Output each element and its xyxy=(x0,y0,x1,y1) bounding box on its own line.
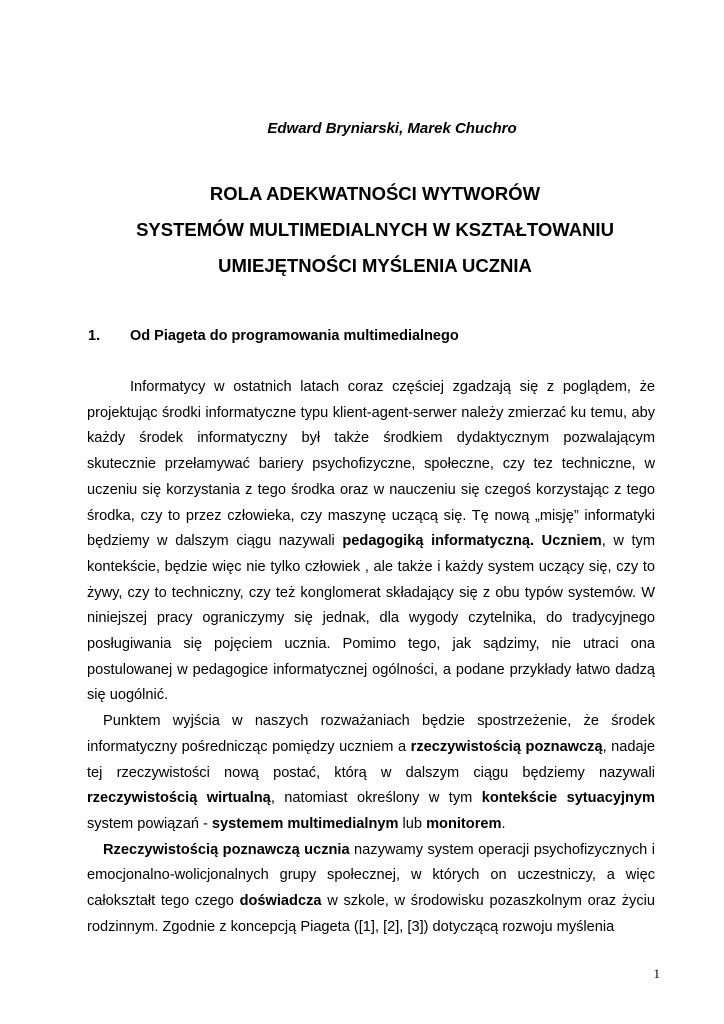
body-text xyxy=(87,375,655,940)
text-run: , w tym kontekście, będzie więc nie tylko człowiek , ale także i każdy system uczący się, czy to żywy, czy to techniczny, czy też konglomerat składający się z obu typów systemów. W niniejszej pracy ograniczymy się jednak, dla wygody czytelnika, do tradycyjnego posługiwania się pojęciem ucznia. Pomimo tego, jak sądzimy, nie utraci ona postulowanej w pedagogice informatycznej ogólności, a podane przykłady łatwo dadzą się uogólnić. xyxy=(87,533,655,704)
text-run: . xyxy=(501,815,506,832)
bold-term: pedagogiką informatyczną. xyxy=(342,533,535,550)
text-run: w szkole, w środowisku pozaszkolnym oraz życiu rodzinnym. Zgodnie z koncepcją Piageta ([1], [2], [3]) dotyczącą rozwoju myślenia xyxy=(87,893,655,935)
paragraph xyxy=(87,375,655,709)
bold-term: kontekście sytuacyjnym xyxy=(481,790,655,807)
text-run xyxy=(534,533,542,549)
text-run: lub xyxy=(398,815,427,832)
document-title xyxy=(0,176,724,284)
section-title: Od Piageta do programowania multimedialnego xyxy=(130,328,459,344)
bold-term: Uczniem xyxy=(541,533,602,550)
text-run: system powiązań - xyxy=(87,815,212,832)
title-line: UMIEJĘTNOŚCI MYŚLENIA UCZNIA xyxy=(218,255,532,276)
bold-term: monitorem xyxy=(426,815,502,832)
page-number: 1 xyxy=(653,966,660,981)
title-line: ROLA ADEKWATNOŚCI WYTWORÓW xyxy=(209,183,541,204)
paragraph xyxy=(87,709,655,838)
bold-term: doświadcza xyxy=(239,893,322,910)
section-number: 1. xyxy=(88,328,101,344)
bold-term: systemem multimedialnym xyxy=(211,815,399,832)
text-run: Punktem wyjścia w naszych rozważaniach będzie spostrzeżenie, że środek informatyczny pośrednicząc pomiędzy uczniem a xyxy=(87,713,655,755)
text-run: , nadaje tej rzeczywistości nową postać, którą w dalszym ciągu będziemy nazywali xyxy=(87,738,655,781)
bold-term: rzeczywistością poznawczą xyxy=(410,738,603,755)
bold-term: rzeczywistością wirtualną xyxy=(87,790,271,807)
text-run: , natomiast określony w tym xyxy=(270,790,482,807)
section-heading xyxy=(88,326,648,346)
text-run: nazywamy system operacji psychofizycznych i emocjonalno-wolicjonalnych grupy społecznej, w których on uczestniczy, a więc całokształt tego czego xyxy=(87,841,655,910)
text-run: Informatycy w ostatnich latach coraz częściej zgadzają się z poglądem, że projektując środki informatyczne typu klient-agent-serwer należy zmierzać ku temu, aby każdy środek informatyczny był także środkiem dydaktycznym pozwalającym skutecznie przełamywać bariery psychofizyczne, społeczne, czy tez techniczne, w uczeniu się korzystania z tego środka oraz w nauczeniu się czegoś korzystając z tego środka, czy to przez człowieka, czy maszynę uczącą się. Tę nową „misję” informatyki będziemy w dalszym ciągu nazywali xyxy=(87,379,655,550)
paragraph xyxy=(87,838,655,941)
author-line: Edward Bryniarski, Marek Chuchro xyxy=(267,120,517,137)
bold-term: Rzeczywistością poznawczą ucznia xyxy=(103,841,350,858)
title-line: SYSTEMÓW MULTIMEDIALNYCH W KSZTAŁTOWANIU xyxy=(136,219,614,240)
